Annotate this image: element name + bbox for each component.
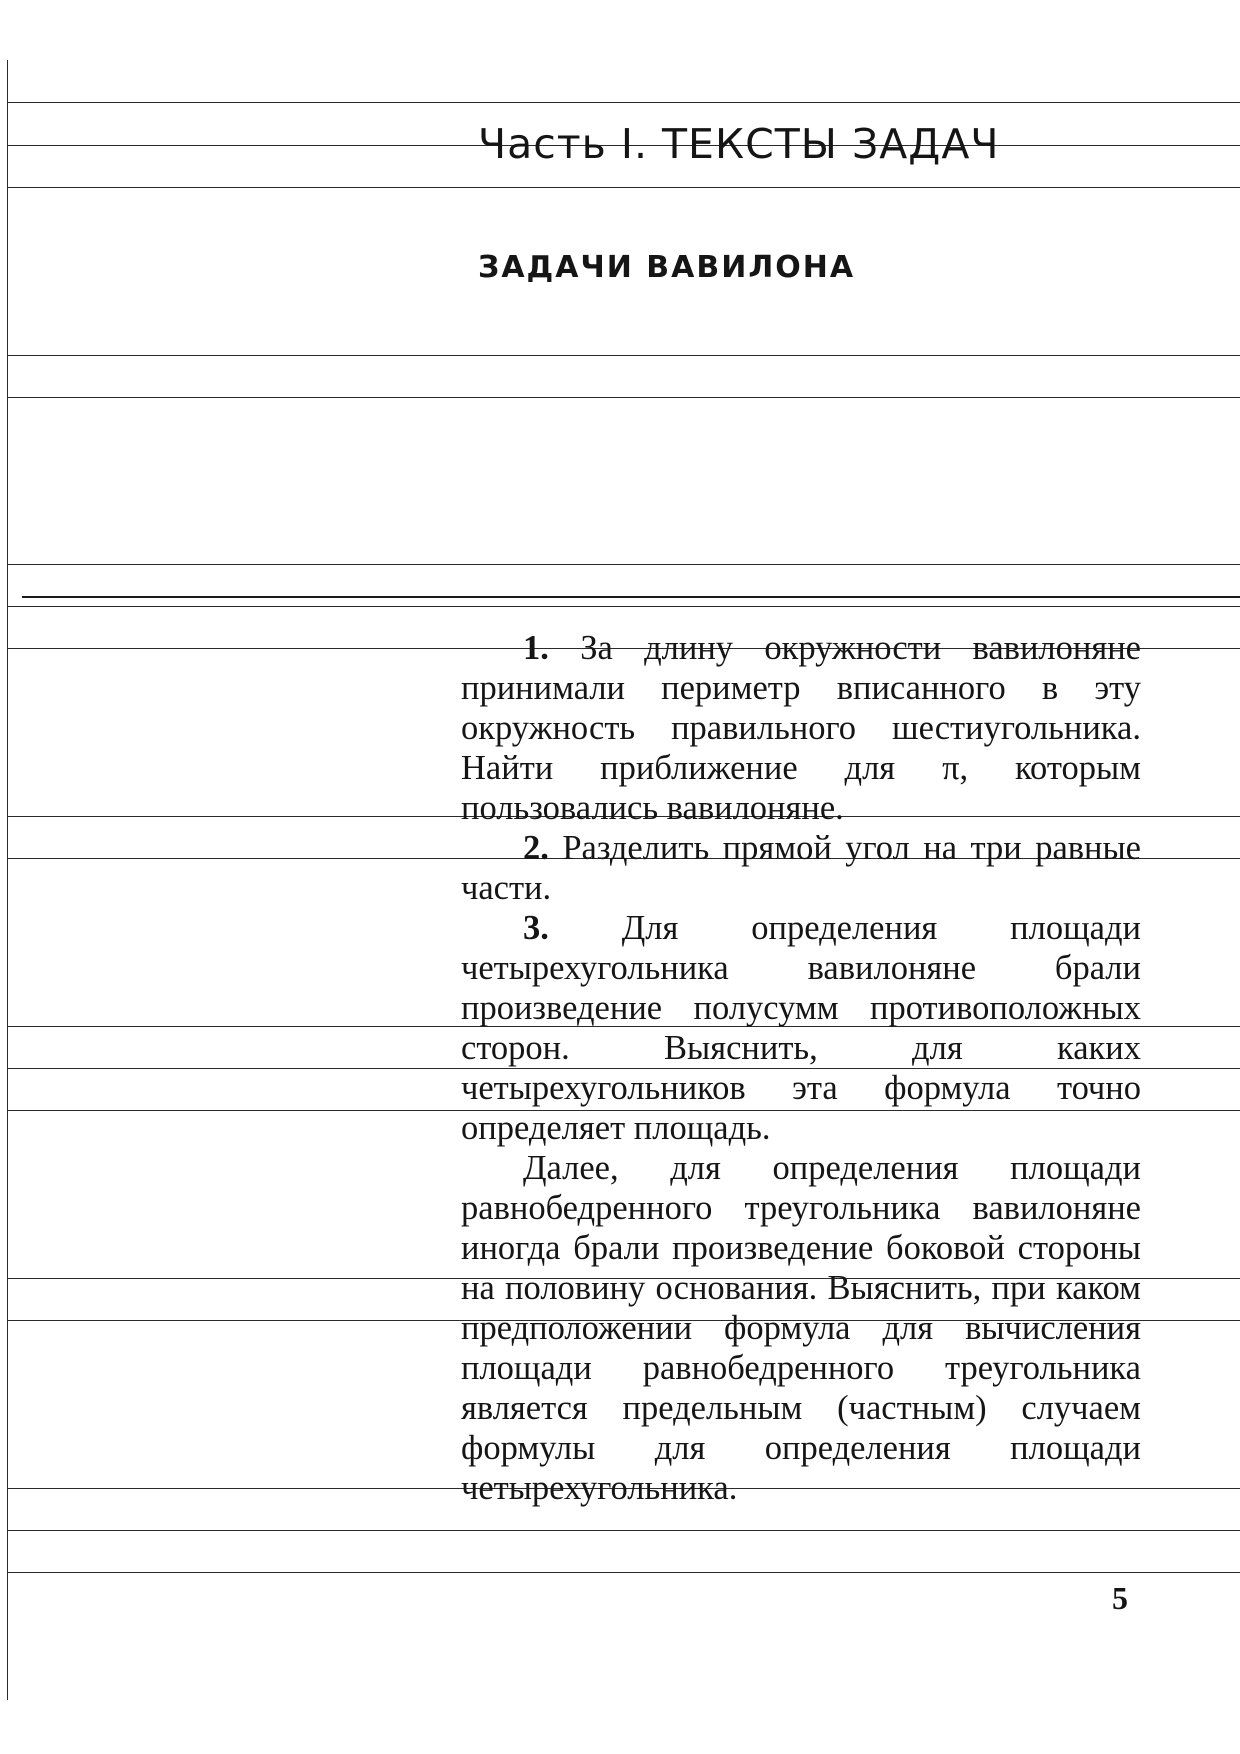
problem-1 [461,628,1141,828]
problem-number: 2. [523,829,549,867]
problem-number: 1. [523,629,549,667]
problem-3 [461,908,1141,1148]
ruled-line [7,564,1240,565]
section-divider [22,596,1240,598]
ruled-line [7,397,1240,398]
ruled-line [7,606,1240,607]
problem-text: За длину окружности вавилоняне принимали периметр вписанного в эту окружность правильного шестиугольника. Найти приближение для π, которым пользовались вавилоняне. [461,629,1141,827]
ruled-line [7,355,1240,356]
left-margin-line [7,60,8,1700]
page-number: 5 [1112,1580,1128,1616]
section-title: ЗАДАЧИ ВАВИЛОНА [478,250,856,285]
problem-text: Для определения площади четырехугольника вавилоняне брали произведение полусумм противоположных сторон. Выяснить, для каких четырехугольников эта формула точно определяет площадь. [461,909,1141,1147]
problem-text: Разделить прямой угол на три равные части. [461,829,1141,907]
ruled-line [7,1572,1240,1573]
problem-2 [461,828,1141,908]
problem-number: 3. [523,909,549,947]
part-title: Часть I. ТЕКСТЫ ЗАДАЧ [478,120,1000,168]
problems-text [461,628,1141,1508]
ruled-line [7,102,1240,103]
ruled-line [7,1530,1240,1531]
ruled-line [7,187,1240,188]
problem-3-continuation: Далее, для определения площади равнобедренного треугольника вавилоняне иногда брали произведение боковой стороны на половину основания. Выяснить, при каком предположении формула для вычисления площади равнобедренного треугольника является предельным (частным) случаем формулы для определения площади четырехугольника. [461,1149,1141,1507]
